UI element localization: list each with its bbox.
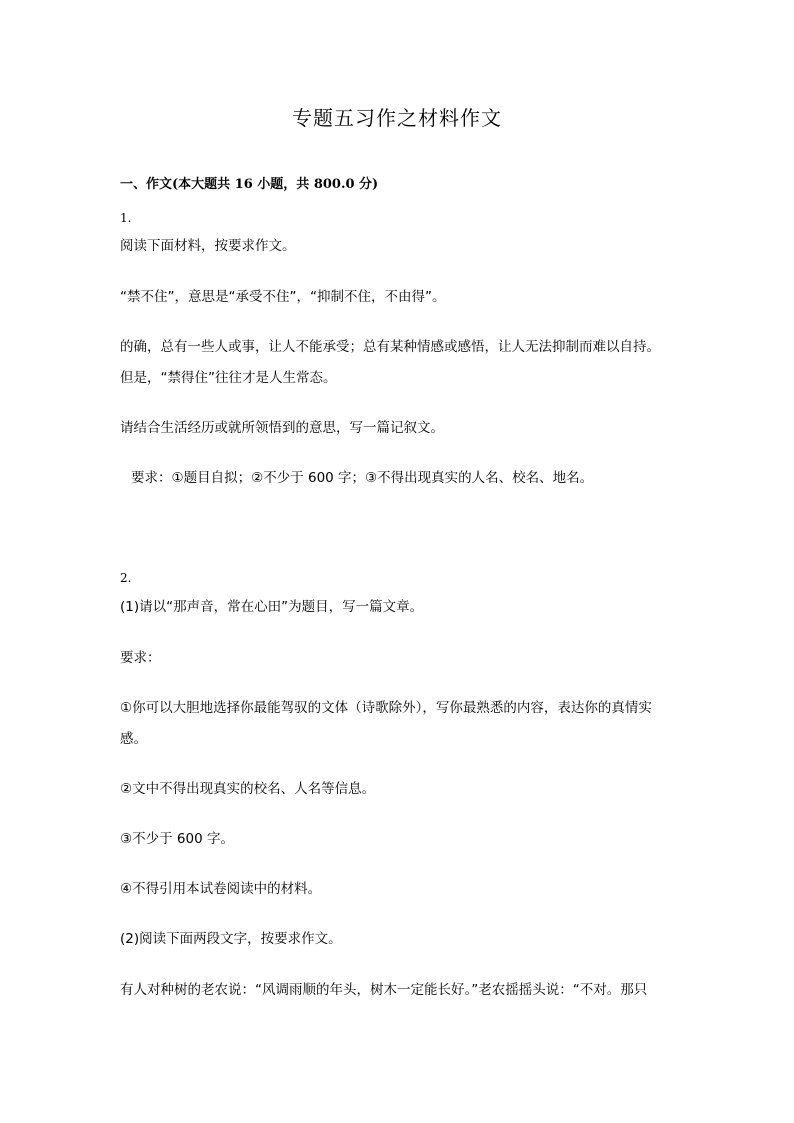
section-heading: 一、作文(本大题共 16 小题，共 800.0 分) (120, 177, 379, 192)
question-2-line: 有人对种树的老农说：“风调雨顺的年头，树木一定能长好。”老农摇摇头说：“不对。那只 (120, 982, 648, 998)
question-1-line: 请结合生活经历或就所领悟到的意思，写一篇记叙文。 (120, 420, 444, 436)
question-2-line: ②文中不得出现真实的校名、人名等信息。 (120, 781, 376, 797)
question-1-number: 1. (120, 211, 132, 225)
question-2-line: (1)请以“那声音，常在心田”为题目，写一篇文章。 (120, 599, 424, 615)
question-2-line: ④不得引用本试卷阅读中的材料。 (120, 881, 322, 897)
page-title: 专题五习作之材料作文 (292, 106, 502, 130)
question-2-line: (2)阅读下面两段文字，按要求作文。 (120, 931, 342, 947)
question-2-number: 2. (120, 571, 132, 585)
question-1-line: 但是，“禁得住”往往才是人生常态。 (120, 370, 337, 386)
question-1-line: 的确，总有一些人或事，让人不能承受；总有某种情感或感悟，让人无法抑制而难以自持。 (120, 339, 660, 355)
question-1-line: “禁不住”，意思是“承受不住”，“抑制不住，不由得”。 (120, 289, 446, 305)
question-2-line: 要求： (120, 650, 161, 666)
question-1-line: 阅读下面材料，按要求作文。 (120, 238, 296, 254)
question-2-line: ①你可以大胆地选择你最能驾驭的文体（诗歌除外），写你最熟悉的内容，表达你的真情实 (120, 700, 652, 716)
question-2-line: 感。 (120, 731, 147, 747)
question-1-requirements: 要求：①题目自拟；②不少于 600 字；③不得出现真实的人名、校名、地名。 (131, 470, 594, 486)
question-2-line: ③不少于 600 字。 (120, 831, 234, 847)
